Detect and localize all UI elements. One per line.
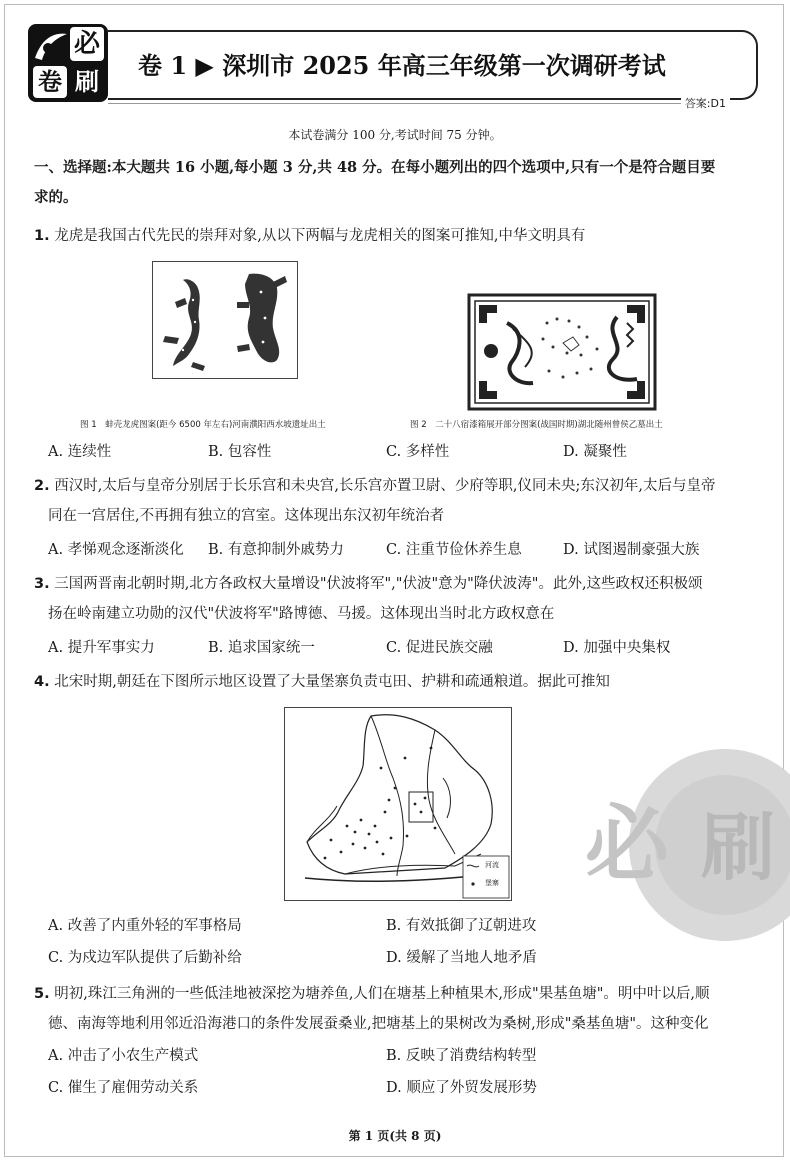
q4-option-a[interactable]: A. 改善了内重外轻的军事格局 <box>48 918 242 934</box>
title-box <box>108 30 758 100</box>
q2-option-a[interactable]: A. 孝悌观念逐渐淡化 <box>48 542 184 558</box>
q5-option-a[interactable]: A. 冲击了小农生产模式 <box>48 1048 199 1064</box>
q5-option-c[interactable]: C. 催生了雇佣劳动关系 <box>48 1080 199 1096</box>
q3-option-b[interactable]: B. 追求国家统一 <box>208 640 315 656</box>
question-number: 5. <box>34 986 50 1002</box>
question-number: 1. <box>34 228 50 244</box>
q4-option-b[interactable]: B. 有效抵御了辽朝进攻 <box>386 918 537 934</box>
map-legend-river: 河流 <box>485 861 499 869</box>
question-number: 4. <box>34 674 50 690</box>
section-heading-line-1: 一、选择题:本大题共 16 小题,每小题 3 分,共 48 分。在每小题列出的四个选项中,只有一个是符合题目要 <box>34 159 716 176</box>
figure-1-image <box>152 261 298 379</box>
question-4-map <box>284 707 512 901</box>
q1-option-d[interactable]: D. 凝聚性 <box>563 444 627 460</box>
map-legend-fort: 堡寨 <box>485 879 499 887</box>
logo-char-bottom-right: 刷 <box>75 68 99 96</box>
section-heading-line-2: 求的。 <box>34 189 78 206</box>
question-1-stem: 1. 龙虎是我国古代先民的崇拜对象,从以下两幅与龙虎相关的图案可推知,中华文明具有 <box>34 228 586 244</box>
question-3-stem-line-2: 扬在岭南建立功勋的汉代"伏波将军"路博德、马援。这体现出当时北方政权意在 <box>48 606 555 622</box>
q5-option-b[interactable]: B. 反映了消费结构转型 <box>386 1048 537 1064</box>
q4-option-d[interactable]: D. 缓解了当地人地矛盾 <box>386 950 537 966</box>
exam-title: 卷 1 ▶ 深圳市 2025 年高三年级第一次调研考试 <box>138 51 666 80</box>
question-number: 2. <box>34 478 50 494</box>
q1-option-c[interactable]: C. 多样性 <box>386 444 450 460</box>
logo-char-bottom-left: 卷 <box>33 66 67 98</box>
question-5-stem-line-2: 德、南海等地利用邻近沿海港口的条件发展蚕桑业,把塘基上的果树改为桑树,形成"桑基鱼塘"。这种变化 <box>48 1016 709 1032</box>
question-4-stem: 4. 北宋时期,朝廷在下图所示地区设置了大量堡寨负责屯田、护耕和疏通粮道。据此可推知 <box>34 674 610 690</box>
question-number: 3. <box>34 576 50 592</box>
exam-note: 本试卷满分 100 分,考试时间 75 分钟。 <box>288 128 502 142</box>
question-3-stem-line-1: 3. 三国两晋南北朝时期,北方各政权大量增设"伏波将军","伏波"意为"降伏波涛"。此外,这些政权还积极颂 <box>34 576 703 592</box>
q4-option-c[interactable]: C. 为戍边军队提供了后勤补给 <box>48 950 242 966</box>
watermark-char-2: 刷 <box>701 805 775 891</box>
q2-option-b[interactable]: B. 有意抑制外戚势力 <box>208 542 344 558</box>
q2-option-c[interactable]: C. 注重节俭休养生息 <box>386 542 522 558</box>
figure-1-caption: 图 1 蚌壳龙虎图案(距今 6500 年左右)河南濮阳西水坡遗址出土 <box>80 420 326 430</box>
q2-option-d[interactable]: D. 试图遏制豪强大族 <box>563 542 700 558</box>
figure-2-caption: 图 2 二十八宿漆箱展开部分图案(战国时期)湖北随州曾侯乙墓出土 <box>410 420 663 430</box>
answer-code: 答案:D1 <box>681 95 730 111</box>
q1-option-b[interactable]: B. 包容性 <box>208 444 272 460</box>
watermark-seal <box>585 745 790 950</box>
q3-option-c[interactable]: C. 促进民族交融 <box>386 640 493 656</box>
q3-option-d[interactable]: D. 加强中央集权 <box>563 640 671 656</box>
question-5-stem-line-1: 5. 明初,珠江三角洲的一些低洼地被深挖为塘养鱼,人们在塘基上种植果木,形成"果基鱼塘"。明中叶以后,顺 <box>34 986 710 1002</box>
brand-logo <box>28 24 108 102</box>
logo-char-top: 必 <box>70 27 104 61</box>
q1-option-a[interactable]: A. 连续性 <box>48 444 112 460</box>
answer-rule <box>108 103 718 104</box>
q5-option-d[interactable]: D. 顺应了外贸发展形势 <box>386 1080 537 1096</box>
page-footer: 第 1 页(共 8 页) <box>348 1129 442 1143</box>
figure-2-image <box>467 293 657 411</box>
question-2-stem-line-1: 2. 西汉时,太后与皇帝分别居于长乐宫和未央宫,长乐宫亦置卫尉、少府等职,仪同未央;东汉初年,太后与皇帝 <box>34 478 716 494</box>
q3-option-a[interactable]: A. 提升军事实力 <box>48 640 155 656</box>
question-2-stem-line-2: 同在一宫居住,不再拥有独立的宫室。这体现出东汉初年统治者 <box>48 508 445 524</box>
logo-swoosh-icon <box>32 28 70 64</box>
watermark-char-1: 必 <box>585 795 670 893</box>
